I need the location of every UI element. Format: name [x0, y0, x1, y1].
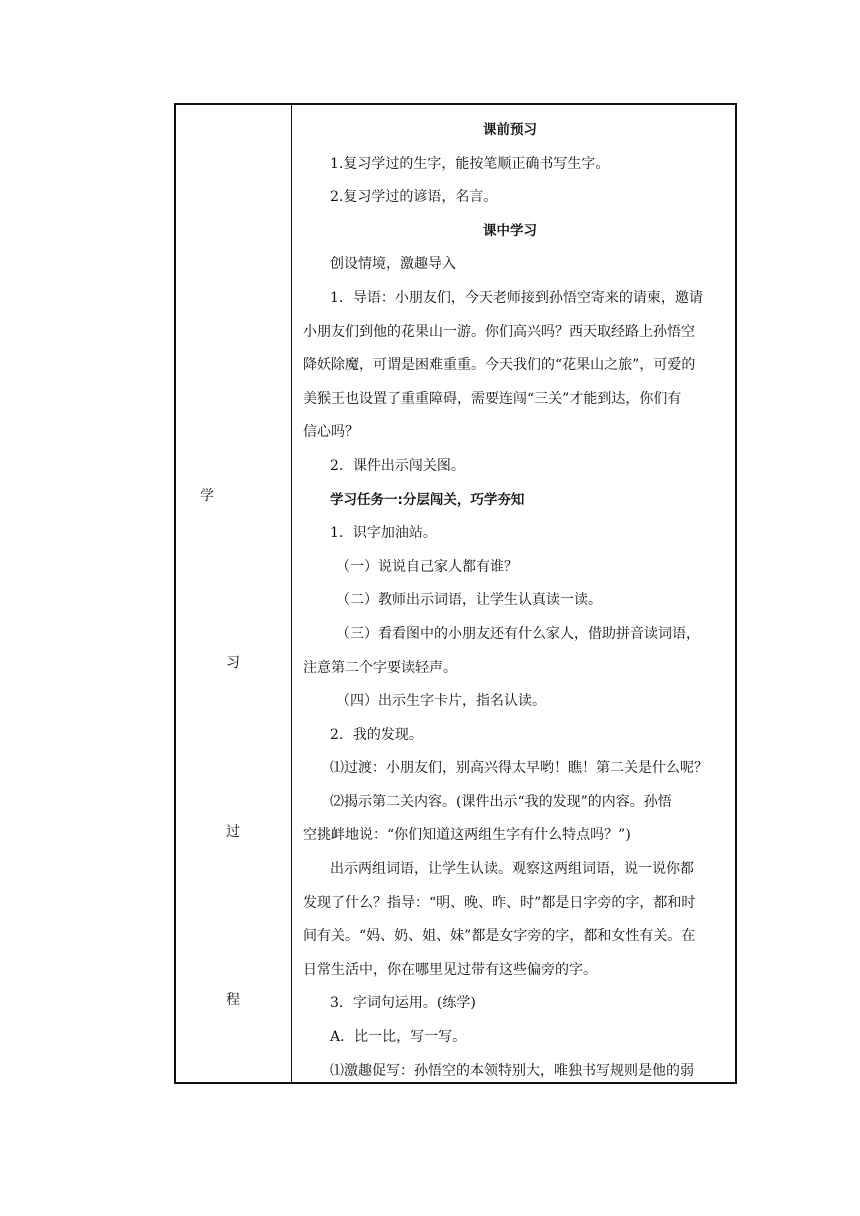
- text-line: 空挑衅地说：“你们知道这两组生字有什么特点吗？”): [303, 827, 631, 844]
- task-heading: 学习任务一:分层闯关，巧学夯知: [330, 491, 525, 508]
- text-line: 2．课件出示闯关图。: [330, 457, 465, 474]
- side-label-cheng: 程: [226, 992, 240, 1008]
- text-line: 小朋友们到他的花果山一游。你们高兴吗？西天取经路上孙悟空: [303, 323, 695, 340]
- text-line: ⑵揭示第二关内容。(课件出示“我的发现”的内容。孙悟: [330, 793, 672, 810]
- text-line: 降妖除魔，可谓是困难重重。今天我们的“花果山之旅”，可爱的: [303, 357, 696, 374]
- text-line: 出示两组词语，让学生认读。观察这两组词语，说一说你都: [330, 861, 694, 878]
- side-label-xi: 习: [226, 655, 240, 671]
- text-line: 美猴王也设置了重重障碍，需要连闯“三关”才能到达，你们有: [303, 390, 682, 407]
- section-heading-class: 课中学习: [483, 222, 537, 239]
- text-line: 发现了什么？指导：“明、晚、昨、时”都是日字旁的字，都和时: [303, 894, 696, 911]
- text-line: A．比一比，写一写。: [330, 1029, 467, 1046]
- text-line: 日常生活中，你在哪里见过带有这些偏旁的字。: [303, 961, 597, 978]
- text-line: （四）出示生字卡片，指名认读。: [336, 693, 546, 710]
- text-line: 2.复习学过的谚语，名言。: [330, 189, 498, 206]
- side-label-xue: 学: [200, 488, 214, 504]
- text-line: 信心吗？: [303, 424, 359, 441]
- lesson-table: [174, 103, 737, 1084]
- text-line: 创设情境，激趣导入: [330, 256, 456, 273]
- text-line: 1.复习学过的生字，能按笔顺正确书写生字。: [330, 155, 610, 172]
- text-line: 1．导语：小朋友们，今天老师接到孙悟空寄来的请柬，邀请: [330, 289, 703, 306]
- text-line: ⑴激趣促写：孙悟空的本领特别大，唯独书写规则是他的弱: [330, 1062, 694, 1079]
- text-line: 2．我的发现。: [330, 726, 423, 743]
- text-line: 间有关。“妈、奶、姐、妹”都是女字旁的字，都和女性有关。在: [303, 928, 696, 945]
- text-line: 1．识字加油站。: [330, 525, 437, 542]
- side-label-guo: 过: [226, 824, 240, 840]
- section-heading-preview: 课前预习: [483, 122, 537, 138]
- text-line: 3．字词句运用。(练学): [330, 995, 476, 1012]
- text-line: （二）教师出示词语，让学生认真读一读。: [336, 592, 602, 609]
- column-divider: [291, 105, 292, 1082]
- text-line: （三）看看图中的小朋友还有什么家人，借助拼音读词语，: [336, 625, 700, 642]
- text-line: 注意第二个字要读轻声。: [303, 659, 457, 676]
- lesson-content: [293, 114, 735, 1088]
- text-line: ⑴过渡：小朋友们，别高兴得太早哟！瞧！第二关是什么呢？: [330, 760, 708, 777]
- text-line: （一）说说自己家人都有谁？: [336, 558, 518, 575]
